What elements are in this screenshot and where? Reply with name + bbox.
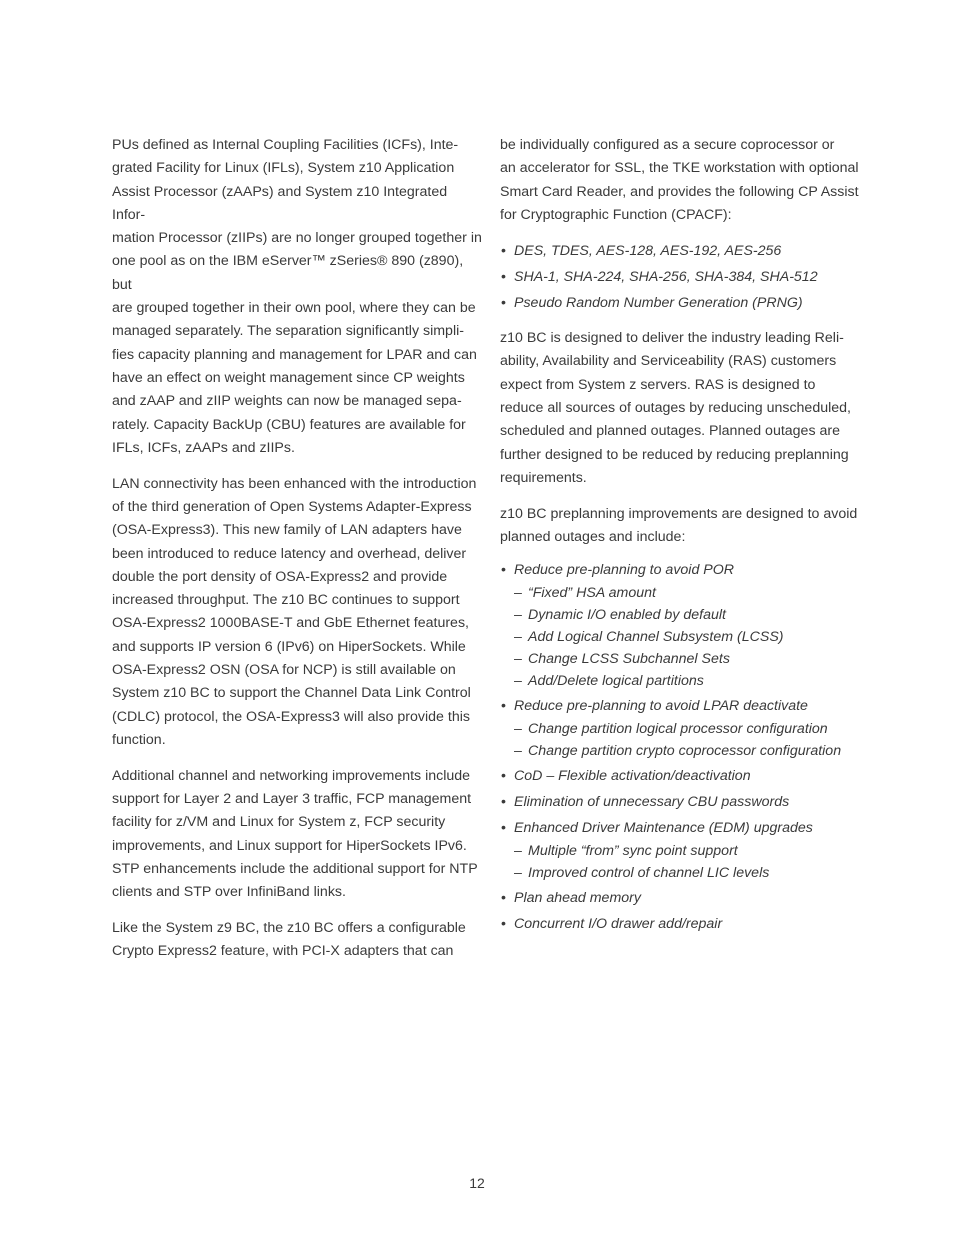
- list-item: [500, 695, 862, 762]
- left-column: [112, 134, 484, 976]
- sub-list-item: – Dynamic I/O enabled by default: [514, 604, 862, 626]
- right-column: [500, 134, 862, 949]
- sub-list-item: – “Fixed” HSA amount: [514, 582, 862, 604]
- paragraph-crypto-express: Like the System z9 BC, the z10 BC offers a configurable Crypto Express2 feature, with PCI-X adapters that can: [112, 920, 466, 960]
- list-item: • DES, TDES, AES-128, AES-192, AES-256: [500, 240, 862, 263]
- paragraph-preplanning: z10 BC preplanning improvements are designed to avoid planned outages and include:: [500, 505, 858, 546]
- list-item: • Plan ahead memory: [500, 887, 862, 910]
- sub-list-item: – Improved control of channel LIC levels: [514, 862, 862, 884]
- list-item-text: Reduce pre-planning to avoid LPAR deactivate: [514, 698, 808, 715]
- sub-list-item: – Multiple “from” sync point support: [514, 840, 862, 862]
- sub-list-item: – Change partition logical processor configuration: [514, 718, 862, 740]
- sub-list: [514, 840, 862, 884]
- list-item: [500, 817, 862, 884]
- list-item: [500, 559, 862, 692]
- sub-list-item: – Add Logical Channel Subsystem (LCSS): [514, 626, 862, 648]
- sub-list-item: – Change LCSS Subchannel Sets: [514, 648, 862, 670]
- paragraph-lan-connectivity: LAN connectivity has been enhanced with the introduction of the third generation of Open Systems Adapter-Express (OSA-Express3). This new family of LAN adapters have been introduced to reduce latency and overhead, deliver double the port density of OSA-Express2 and provide increased throughput. The z10 BC continues to support OSA-Express2 1000BASE-T and GbE Ethernet features, and supports IP version 6 (IPv6) on HiperSockets. While OSA-Express2 OSN (OSA for NCP) is still available on System z10 BC to support the Channel Data Link Control (CDLC) protocol, the OSA-Express3 will also provide this function.: [112, 475, 477, 748]
- cpacf-list: [500, 240, 862, 315]
- sub-list: [514, 582, 862, 692]
- list-item-text: Reduce pre-planning to avoid POR: [514, 562, 735, 579]
- improvements-list: [500, 559, 862, 936]
- page-number: 12: [469, 1175, 485, 1191]
- sub-list-item: – Add/Delete logical partitions: [514, 670, 862, 692]
- list-item: • CoD – Flexible activation/deactivation: [500, 765, 862, 788]
- paragraph-pu-pools: PUs defined as Internal Coupling Facilities (ICFs), Inte- grated Facility for Linux (IFLs), System z10 Application Assist Processor (zAAPs) and System z10 Integrated Infor- mation Processor (zIIPs) are no longer grouped together in one pool as on the IBM eServer™ zSeries® 890 (z890), but are grouped together in their own pool, where they can be managed separately. The separation significantly simpli- fies capacity planning and management for LPAR and can have an effect on weight management since CP weights and zAAP and zIIP weights can now be managed sepa- rately. Capacity BackUp (CBU) features are available for IFLs, ICFs, zAAPs and zIIPs.: [112, 137, 482, 456]
- list-item-text: Enhanced Driver Maintenance (EDM) upgrades: [514, 820, 813, 837]
- list-item: • SHA-1, SHA-224, SHA-256, SHA-384, SHA-512: [500, 266, 862, 289]
- paragraph-ras: z10 BC is designed to deliver the industry leading Reli- ability, Availability and Serviceability (RAS) customers expect from System z servers. RAS is designed to reduce all sources of outages by reducing unscheduled, scheduled and planned outages. Planned outages are further designed to be reduced by reducing preplanning requirements.: [500, 330, 851, 486]
- sub-list: [514, 718, 862, 762]
- list-item: • Concurrent I/O drawer add/repair: [500, 913, 862, 936]
- list-item: • Pseudo Random Number Generation (PRNG): [500, 292, 862, 315]
- paragraph-crypto-intro: be individually configured as a secure coprocessor or an accelerator for SSL, the TKE workstation with optional Smart Card Reader, and provides the following CP Assist for Cryptographic Function (CPACF):: [500, 137, 859, 223]
- paragraph-channel-networking: Additional channel and networking improvements include support for Layer 2 and Layer 3 traffic, FCP management facility for z/VM and Linux for System z, FCP security improvements, and Linux support for HiperSockets IPv6. STP enhancements include the additional support for NTP clients and STP over InfiniBand links.: [112, 767, 478, 901]
- sub-list-item: – Change partition crypto coprocessor configuration: [514, 740, 862, 762]
- list-item: • Elimination of unnecessary CBU passwords: [500, 791, 862, 814]
